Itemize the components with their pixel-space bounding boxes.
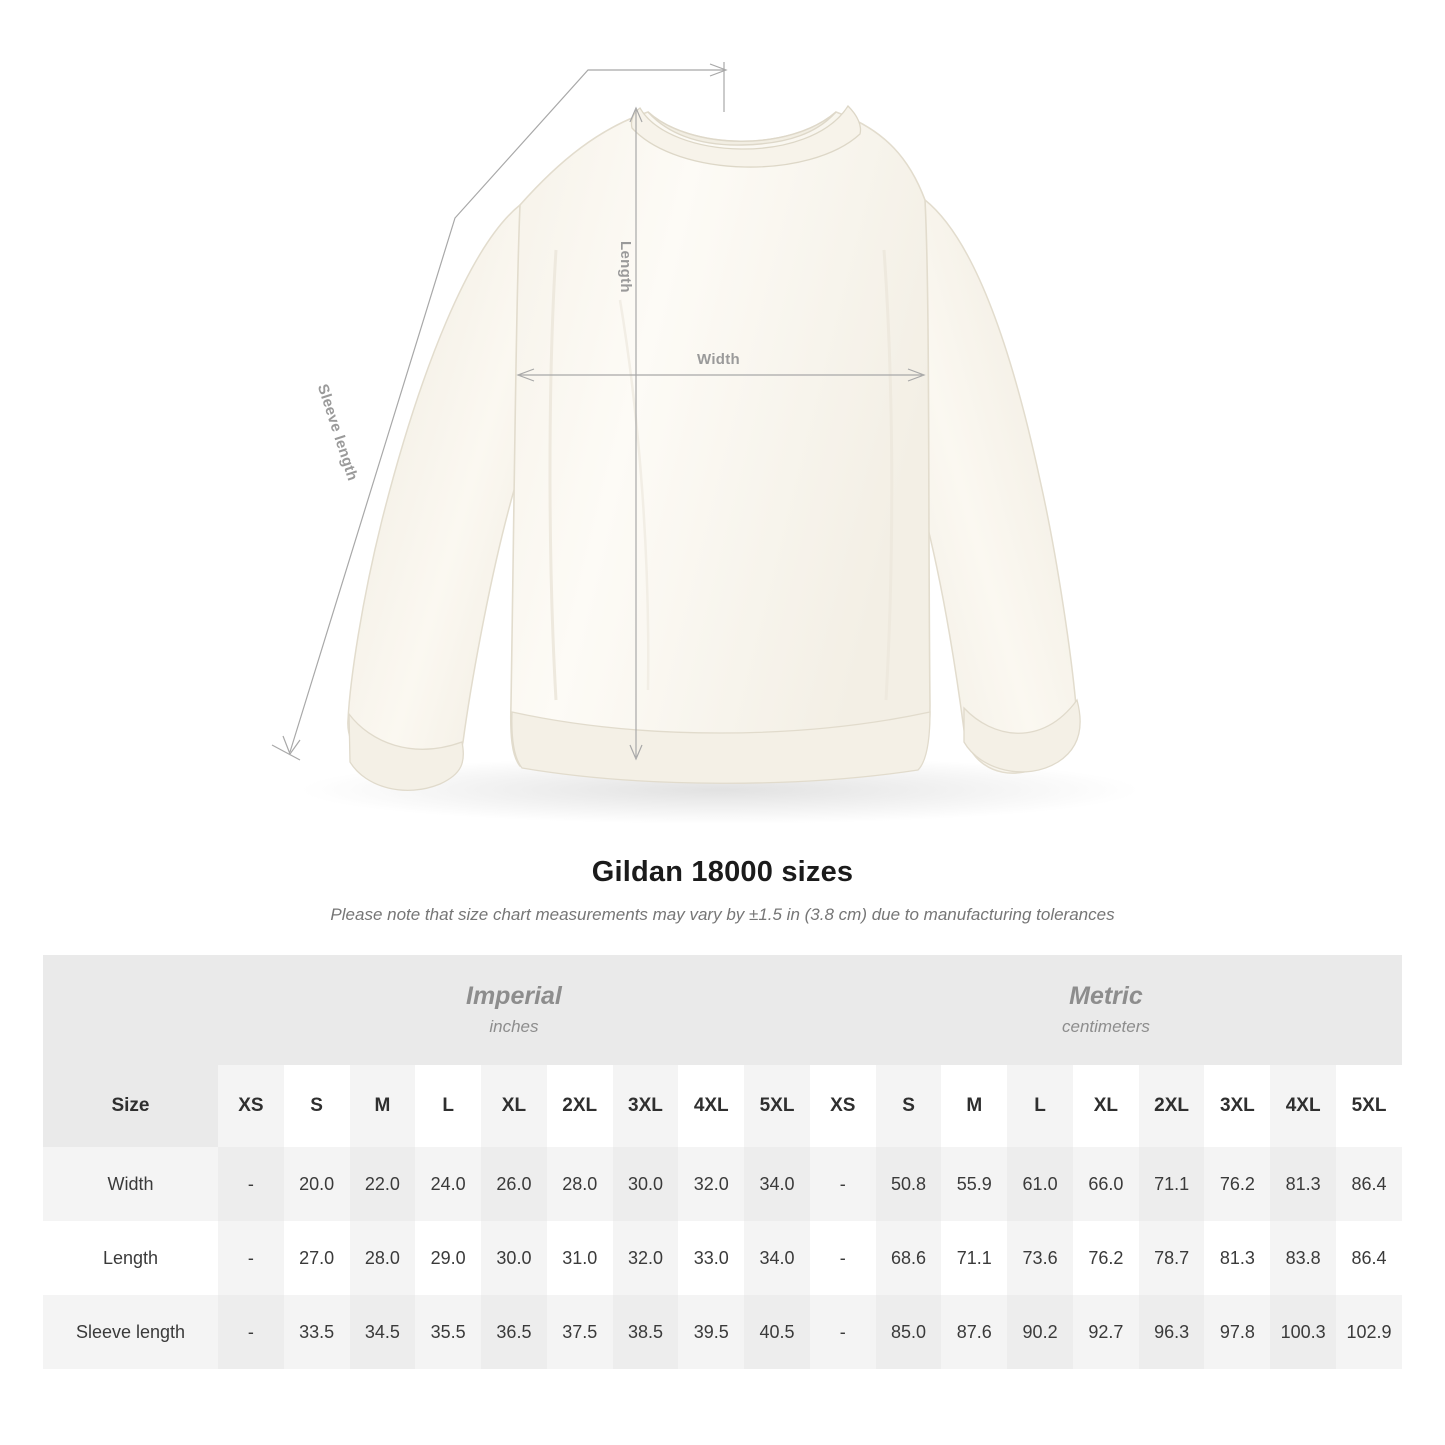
cell-length-imperial-s: 27.0: [284, 1221, 350, 1295]
col-header-imperial-3xl: 3XL: [613, 1065, 679, 1147]
cell-sleeve-metric-l: 90.2: [1007, 1295, 1073, 1369]
col-header-imperial-4xl: 4XL: [678, 1065, 744, 1147]
cell-sleeve-metric-xs: -: [810, 1295, 876, 1369]
col-header-imperial-5xl: 5XL: [744, 1065, 810, 1147]
page-title: Gildan 18000 sizes: [591, 856, 854, 888]
cell-width-imperial-2xl: 28.0: [547, 1147, 613, 1221]
col-header-metric-2xl: 2XL: [1139, 1065, 1205, 1147]
cell-length-imperial-l: 29.0: [415, 1221, 481, 1295]
col-header-metric-4xl: 4XL: [1270, 1065, 1336, 1147]
cell-length-imperial-2xl: 31.0: [547, 1221, 613, 1295]
cell-sleeve-metric-3xl: 97.8: [1204, 1295, 1270, 1369]
cell-width-metric-4xl: 81.3: [1270, 1147, 1336, 1221]
col-header-metric-m: M: [941, 1065, 1007, 1147]
cell-sleeve-imperial-2xl: 37.5: [547, 1295, 613, 1369]
cell-length-metric-s: 68.6: [876, 1221, 942, 1295]
cell-sleeve-metric-s: 85.0: [876, 1295, 942, 1369]
title-block: [0, 856, 1445, 925]
metric-unit-header: [810, 955, 1402, 1065]
cell-sleeve-imperial-5xl: 40.5: [744, 1295, 810, 1369]
cell-width-imperial-s: 20.0: [284, 1147, 350, 1221]
table-row: [43, 1147, 1402, 1221]
cell-width-imperial-5xl: 34.0: [744, 1147, 810, 1221]
cell-length-metric-3xl: 81.3: [1204, 1221, 1270, 1295]
cell-width-metric-5xl: 86.4: [1336, 1147, 1402, 1221]
table-row: [43, 1221, 1402, 1295]
col-header-metric-3xl: 3XL: [1204, 1065, 1270, 1147]
cell-width-metric-3xl: 76.2: [1204, 1147, 1270, 1221]
cell-sleeve-imperial-4xl: 39.5: [678, 1295, 744, 1369]
tolerance-note: Please note that size chart measurements may vary by ±1.5 in (3.8 cm) due to manufacturing tolerances: [330, 905, 1115, 924]
cell-width-imperial-xl: 26.0: [481, 1147, 547, 1221]
cell-width-imperial-xs: -: [218, 1147, 284, 1221]
cell-length-imperial-3xl: 32.0: [613, 1221, 679, 1295]
cell-sleeve-imperial-s: 33.5: [284, 1295, 350, 1369]
cell-sleeve-metric-5xl: 102.9: [1336, 1295, 1402, 1369]
size-table-wrapper: [43, 955, 1402, 1369]
col-header-metric-l: L: [1007, 1065, 1073, 1147]
cell-sleeve-metric-2xl: 96.3: [1139, 1295, 1205, 1369]
cell-sleeve-imperial-l: 35.5: [415, 1295, 481, 1369]
cell-length-metric-5xl: 86.4: [1336, 1221, 1402, 1295]
row-label-length: Length: [43, 1221, 218, 1295]
cell-length-metric-2xl: 78.7: [1139, 1221, 1205, 1295]
cell-sleeve-metric-4xl: 100.3: [1270, 1295, 1336, 1369]
cell-width-metric-m: 55.9: [941, 1147, 1007, 1221]
cell-width-imperial-l: 24.0: [415, 1147, 481, 1221]
metric-unit-sub: centimeters: [1062, 1016, 1150, 1036]
cell-sleeve-imperial-xl: 36.5: [481, 1295, 547, 1369]
cell-length-metric-xs: -: [810, 1221, 876, 1295]
cell-length-imperial-m: 28.0: [350, 1221, 416, 1295]
col-header-imperial-l: L: [415, 1065, 481, 1147]
cell-width-metric-xs: -: [810, 1147, 876, 1221]
cell-width-imperial-4xl: 32.0: [678, 1147, 744, 1221]
col-header-imperial-2xl: 2XL: [547, 1065, 613, 1147]
imperial-unit-name: Imperial: [466, 982, 562, 1011]
cell-length-metric-l: 73.6: [1007, 1221, 1073, 1295]
metric-unit-name: Metric: [1069, 982, 1143, 1011]
cell-length-imperial-5xl: 34.0: [744, 1221, 810, 1295]
cell-sleeve-imperial-xs: -: [218, 1295, 284, 1369]
cell-width-metric-l: 61.0: [1007, 1147, 1073, 1221]
size-header-row: [43, 1065, 1402, 1147]
imperial-unit-header: [218, 955, 810, 1065]
size-table: [43, 955, 1402, 1369]
imperial-unit-sub: inches: [489, 1016, 539, 1036]
col-header-imperial-s: S: [284, 1065, 350, 1147]
col-header-imperial-xs: XS: [218, 1065, 284, 1147]
unit-header-row: [43, 955, 1402, 1065]
cell-sleeve-metric-xl: 92.7: [1073, 1295, 1139, 1369]
unit-header-spacer: [43, 955, 218, 1065]
col-header-metric-xs: XS: [810, 1065, 876, 1147]
cell-sleeve-imperial-3xl: 38.5: [613, 1295, 679, 1369]
cell-sleeve-imperial-m: 34.5: [350, 1295, 416, 1369]
col-header-imperial-m: M: [350, 1065, 416, 1147]
col-header-imperial-xl: XL: [481, 1065, 547, 1147]
cell-width-metric-2xl: 71.1: [1139, 1147, 1205, 1221]
cell-width-metric-s: 50.8: [876, 1147, 942, 1221]
cell-length-metric-xl: 76.2: [1073, 1221, 1139, 1295]
cell-length-imperial-4xl: 33.0: [678, 1221, 744, 1295]
cell-length-metric-m: 71.1: [941, 1221, 1007, 1295]
col-header-metric-s: S: [876, 1065, 942, 1147]
cell-length-imperial-xs: -: [218, 1221, 284, 1295]
width-dimension-label: Width: [697, 351, 741, 368]
cell-width-imperial-m: 22.0: [350, 1147, 416, 1221]
cell-length-metric-4xl: 83.8: [1270, 1221, 1336, 1295]
cell-width-metric-xl: 66.0: [1073, 1147, 1139, 1221]
table-row: [43, 1295, 1402, 1369]
col-header-metric-5xl: 5XL: [1336, 1065, 1402, 1147]
row-label-width: Width: [43, 1147, 218, 1221]
cell-sleeve-metric-m: 87.6: [941, 1295, 1007, 1369]
sleeve-length-dimension-label: Sleeve length: [313, 382, 362, 483]
row-label-sleeve-length: Sleeve length: [43, 1295, 218, 1369]
col-header-metric-xl: XL: [1073, 1065, 1139, 1147]
cell-length-imperial-xl: 30.0: [481, 1221, 547, 1295]
size-header-label: Size: [43, 1065, 218, 1147]
cell-width-imperial-3xl: 30.0: [613, 1147, 679, 1221]
length-dimension-label: Length: [617, 241, 634, 293]
